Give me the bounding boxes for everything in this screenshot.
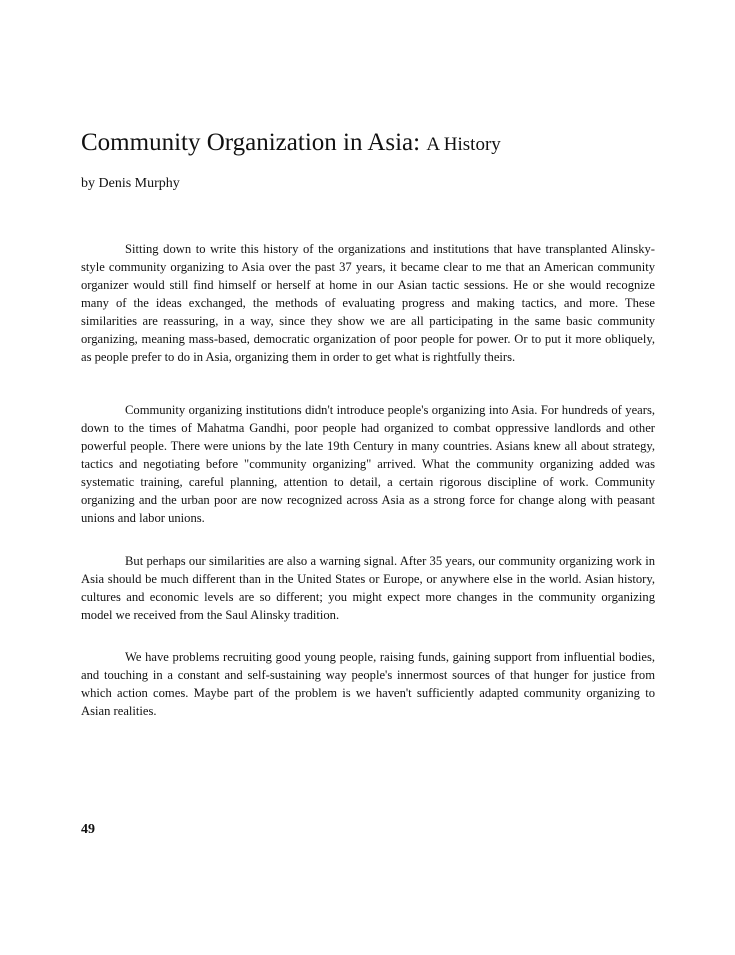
page-number: 49 bbox=[81, 822, 95, 837]
body-paragraph: But perhaps our similarities are also a warning signal. After 35 years, our community organizing work in Asia should be much different than in the United States or Europe, or anywhere else in the world. Asian history, cultures and economic levels are so different; you might expect more changes in the community organizing model we received from the Saul Alinsky tradition. bbox=[81, 554, 655, 622]
article-title-main: Community Organization in Asia: bbox=[81, 129, 421, 156]
body-paragraph: Sitting down to write this history of the organizations and institutions that have transplanted Alinsky-style community organizing to Asia over the past 37 years, it became clear to me that an American community organizer would still find himself or herself at home in our Asian tactic sessions. He or she would recognize many of the ideas exchanged, the methods of evaluating progress and making tactics, and more. These similarities are reassuring, in a way, since they show we are all participating in the same basic community organizing, meaning mass-based, democratic organization of poor people for power. Or to put it more obliquely, as people prefer to do in Asia, organizing them in order to get what is rightfully theirs. bbox=[81, 242, 655, 364]
article-title bbox=[81, 128, 501, 160]
body-paragraph: Community organizing institutions didn't introduce people's organizing into Asia. For hundreds of years, down to the times of Mahatma Gandhi, poor people had organized to combat oppressive landlords and other powerful people. There were unions by the late 19th Century in many countries. Asians knew all about strategy, tactics and negotiating before "community organizing" arrived. What the community organizing added was systematic training, careful planning, attention to detail, a certain rigorous discipline of work. Community organizing and the urban poor are now recognized across Asia as a strong force for change along with peasant unions and labor unions. bbox=[81, 403, 655, 525]
body-paragraph: We have problems recruiting good young people, raising funds, gaining support from influential bodies, and touching in a constant and self-sustaining way people's innermost sources of that hunger for justice from which action comes. Maybe part of the problem is we haven't sufficiently adapted community organizing to Asian realities. bbox=[81, 650, 655, 718]
article-byline: by Denis Murphy bbox=[81, 176, 180, 191]
article-subtitle: A History bbox=[426, 134, 501, 155]
